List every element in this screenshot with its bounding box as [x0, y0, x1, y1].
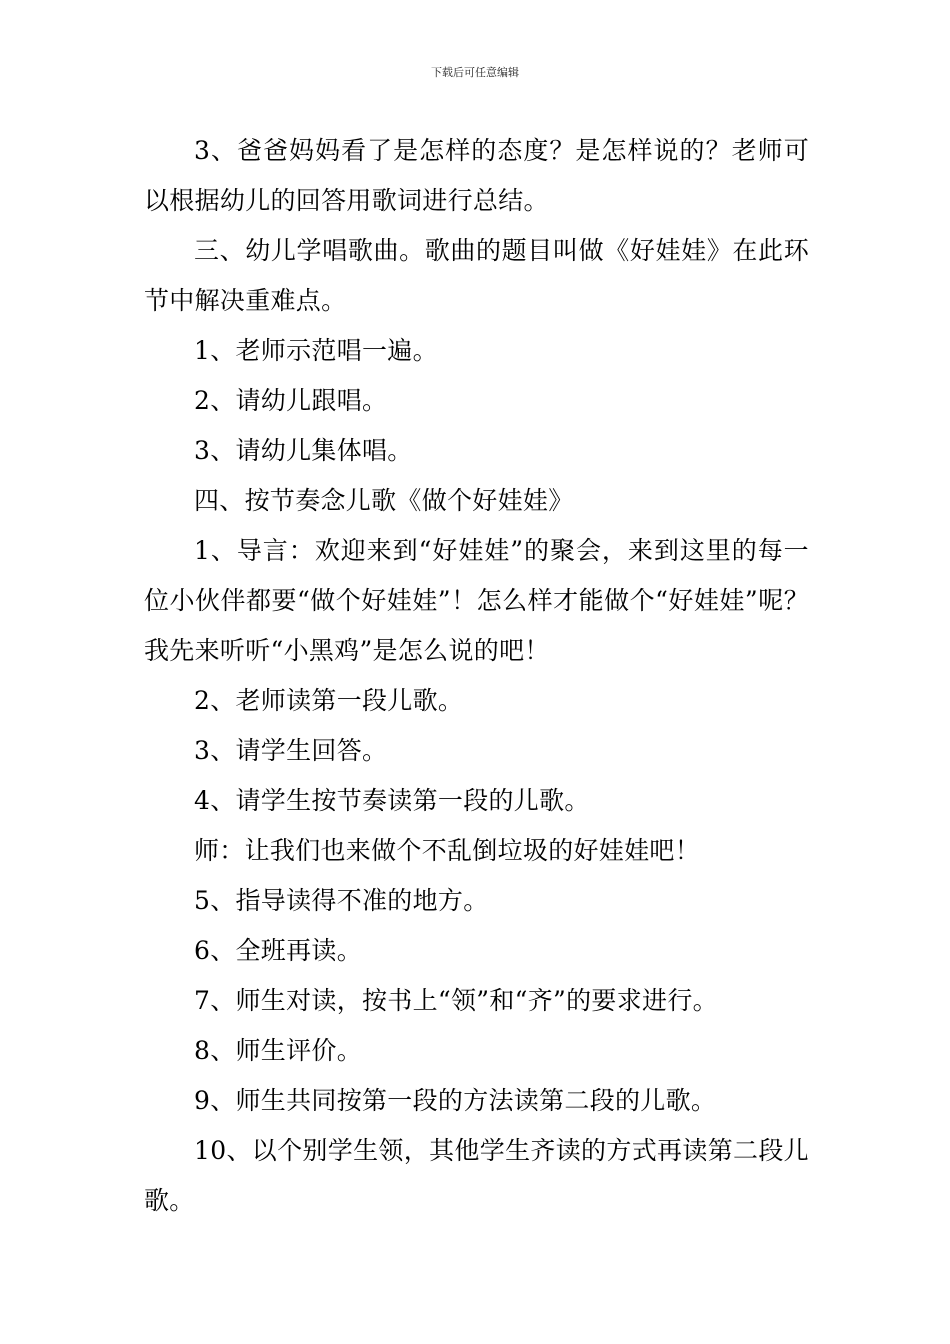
list-item: 9、师生共同按第一段的方法读第二段的儿歌。 [194, 1086, 717, 1115]
paragraph-intro-speech: 1、导言：欢迎来到“好娃娃”的聚会，来到这里的每一位小伙伴都要“做个好娃娃”！怎么样才能做个“好娃娃”呢？我先来听听“小黑鸡”是怎么说的吧！ [144, 536, 809, 665]
list-item: 8、师生评价。 [194, 1036, 363, 1065]
paragraph-3-parents-attitude: 3、爸爸妈妈看了是怎样的态度？是怎样说的？老师可以根据幼儿的回答用歌词进行总结。 [144, 136, 809, 215]
list-item: 10、以个别学生领，其他学生齐读的方式再读第二段儿歌。 [144, 1136, 809, 1215]
page-header-note: 下载后可任意编辑 [431, 66, 519, 79]
document-body [144, 126, 809, 1226]
list-item: 2、老师读第一段儿歌。 [194, 686, 464, 715]
list-item: 7、师生对读，按书上“领”和“齐”的要求进行。 [194, 986, 718, 1015]
list-item: 5、指导读得不准的地方。 [194, 886, 489, 915]
list-item: 2、请幼儿跟唱。 [194, 386, 388, 415]
section-three-heading: 三、幼儿学唱歌曲。歌曲的题目叫做《好娃娃》在此环节中解决重难点。 [144, 236, 809, 315]
list-item: 6、全班再读。 [194, 936, 363, 965]
list-item: 4、请学生按节奏读第一段的儿歌。 [194, 786, 590, 815]
section-four-heading: 四、按节奏念儿歌《做个好娃娃》 [194, 486, 574, 515]
teacher-line: 师：让我们也来做个不乱倒垃圾的好娃娃吧！ [194, 836, 701, 865]
list-item: 3、请幼儿集体唱。 [194, 436, 413, 465]
list-item: 1、老师示范唱一遍。 [194, 336, 438, 365]
list-item: 3、请学生回答。 [194, 736, 388, 765]
